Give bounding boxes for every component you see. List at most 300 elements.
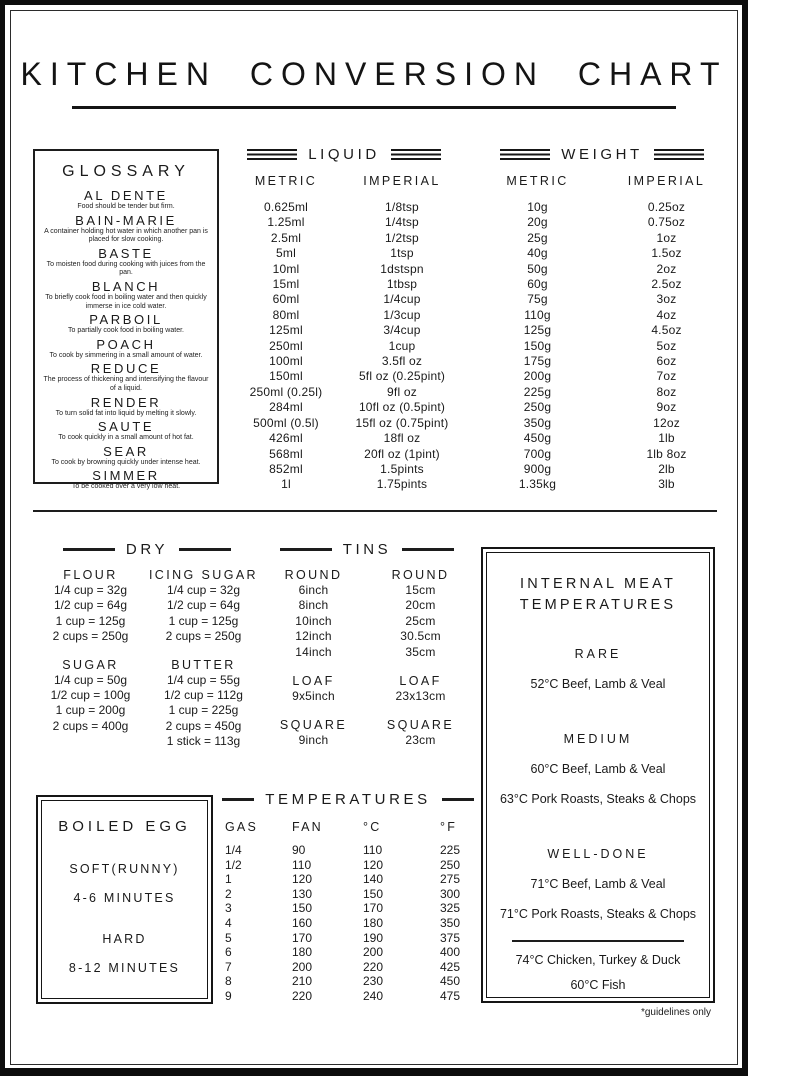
glossary-term: SIMMER xyxy=(92,468,160,484)
tins-groups xyxy=(260,567,474,749)
rule-icon xyxy=(63,548,115,550)
table-row xyxy=(222,843,474,858)
table-row xyxy=(228,462,460,477)
celsius-value: 200 xyxy=(363,945,384,960)
boiled-egg-entry xyxy=(42,862,207,905)
conversion-line: 1/2 cup = 100g xyxy=(50,688,131,703)
boiled-egg-inner xyxy=(41,800,208,999)
celsius-value: 110 xyxy=(363,843,383,857)
glossary-term: BLANCH xyxy=(91,278,161,294)
metric-value: 568ml xyxy=(269,446,303,461)
group-header: BUTTER xyxy=(171,657,236,672)
metric-value: 1.35kg xyxy=(518,477,557,492)
gas-mark-value: 6 xyxy=(225,945,232,960)
fahrenheit-value: 275 xyxy=(440,872,461,887)
metric-value: 1.25ml xyxy=(267,215,305,230)
weight-table xyxy=(473,200,731,493)
imperial-value: 8oz xyxy=(656,384,677,399)
conversion-line: 1/4 cup = 50g xyxy=(53,672,127,687)
table-row xyxy=(260,583,474,598)
fahrenheit-value: 350 xyxy=(440,915,461,930)
imperial-value: 1lb 8oz xyxy=(646,446,687,461)
imperial-value: 9oz xyxy=(656,400,677,415)
tins-group-headers xyxy=(260,673,474,689)
rule-icon xyxy=(402,548,454,550)
table-row xyxy=(473,416,731,431)
group-header: LOAF xyxy=(292,674,335,689)
glossary-entry xyxy=(40,468,212,492)
table-row xyxy=(473,200,731,215)
glossary-definition: To moisten food during cooking with juices from the pan. xyxy=(46,260,206,277)
cm-value: 15cm xyxy=(405,583,436,597)
table-row xyxy=(260,598,474,613)
metric-value: 250ml xyxy=(269,338,303,353)
section-divider-rule xyxy=(33,510,717,512)
imperial-value: 1/8tsp xyxy=(385,200,419,214)
conversion-line: 1 cup = 125g xyxy=(168,613,239,628)
rule-icon xyxy=(280,548,332,550)
celsius-value: 150 xyxy=(363,886,384,901)
oven-column-header: GAS xyxy=(225,820,258,834)
meat-temperature-line: 63°C Pork Roasts, Steaks & Chops xyxy=(499,792,697,806)
group-rows xyxy=(149,673,258,750)
conversion-line: 1/4 cup = 32g xyxy=(166,583,240,597)
imperial-value: 0.25oz xyxy=(647,200,686,214)
table-row xyxy=(222,858,474,873)
conversion-line: 2 cups = 450g xyxy=(165,718,242,733)
inch-value: 10inch xyxy=(295,613,332,628)
imperial-value: 7oz xyxy=(656,369,677,384)
metric-value: 200g xyxy=(523,369,552,384)
oven-temperatures-section xyxy=(222,791,474,1004)
glossary-entry xyxy=(40,419,212,443)
table-row xyxy=(473,354,731,369)
glossary-definition: To be cooked over a very low heat. xyxy=(71,483,181,491)
table-row xyxy=(222,901,474,916)
table-row xyxy=(473,246,731,261)
boiled-egg-box xyxy=(36,795,213,1004)
cm-value: 25cm xyxy=(405,613,436,628)
egg-doneness: SOFT(RUNNY) xyxy=(69,862,180,876)
table-row xyxy=(473,339,731,354)
weight-section xyxy=(473,146,731,493)
inch-value: 9inch xyxy=(298,733,329,748)
oven-column-headers xyxy=(222,820,474,834)
glossary-entry xyxy=(40,395,212,419)
dry-section xyxy=(36,541,258,750)
table-row xyxy=(228,431,460,446)
table-row xyxy=(473,477,731,492)
inch-value: 8inch xyxy=(298,598,329,613)
oven-column-header: FAN xyxy=(292,820,323,834)
celsius-value: 230 xyxy=(363,974,384,989)
fahrenheit-value: 325 xyxy=(440,901,461,916)
imperial-value: 1.5oz xyxy=(651,246,682,261)
imperial-value: 2.5oz xyxy=(651,277,682,292)
table-row xyxy=(473,308,731,323)
boiled-egg-entries xyxy=(42,862,207,975)
fan-value: 170 xyxy=(292,930,313,945)
page-header xyxy=(0,56,748,109)
fahrenheit-value: 300 xyxy=(440,886,461,901)
dry-section-header xyxy=(36,541,258,558)
glossary-term: SAUTE xyxy=(97,419,155,435)
rule-icon xyxy=(179,548,231,550)
table-row xyxy=(473,231,731,246)
glossary-title: GLOSSARY xyxy=(62,163,190,180)
fan-value: 130 xyxy=(292,886,313,901)
inch-value: 6inch xyxy=(298,583,329,597)
table-row xyxy=(228,277,460,292)
table-row xyxy=(222,916,474,931)
glossary-list xyxy=(40,188,212,492)
table-row xyxy=(222,960,474,975)
fan-value: 210 xyxy=(292,974,313,989)
glossary-entry xyxy=(40,279,212,311)
imperial-value: 6oz xyxy=(656,354,677,369)
celsius-value: 240 xyxy=(363,988,384,1003)
meat-temperatures-box xyxy=(481,547,715,1003)
doneness-header-rare: RARE xyxy=(574,647,622,661)
table-row xyxy=(228,231,460,246)
table-row xyxy=(260,629,474,644)
fan-value: 110 xyxy=(292,857,312,872)
cm-value: 30.5cm xyxy=(400,629,441,644)
glossary-definition: The process of thickening and intensifying the flavour of a liquid. xyxy=(43,376,209,392)
oven-column-header: °C xyxy=(363,820,382,834)
metric-value: 15ml xyxy=(272,277,300,292)
metric-value: 426ml xyxy=(269,431,303,446)
inch-value: 9x5inch xyxy=(292,689,335,704)
table-row xyxy=(473,323,731,338)
metric-value: 225g xyxy=(523,384,552,399)
table-row xyxy=(228,323,460,338)
imperial-value: 1/3cup xyxy=(383,307,421,322)
metric-value: 350g xyxy=(523,415,552,430)
imperial-value: 1tbsp xyxy=(386,277,418,292)
conversion-line: 1 cup = 200g xyxy=(55,703,126,718)
table-row xyxy=(260,733,474,748)
cm-value: 35cm xyxy=(405,644,436,659)
metric-value: 150ml xyxy=(269,369,303,384)
title-underline xyxy=(72,106,676,109)
table-row xyxy=(222,989,474,1004)
liquid-column-headers xyxy=(228,174,460,188)
metric-value: 40g xyxy=(527,246,548,261)
table-row xyxy=(260,645,474,660)
fan-value: 90 xyxy=(292,843,306,857)
table-row xyxy=(222,974,474,989)
fahrenheit-value: 475 xyxy=(440,988,461,1003)
group-rows xyxy=(260,689,474,704)
table-row xyxy=(473,369,731,384)
weight-column-headers xyxy=(473,174,731,188)
fahrenheit-value: 375 xyxy=(440,930,461,945)
metric-value: 60ml xyxy=(272,292,300,307)
table-row xyxy=(228,400,460,415)
conversion-line: 1 cup = 225g xyxy=(168,703,239,718)
metric-value: 50g xyxy=(527,261,548,276)
metric-value: 700g xyxy=(523,446,552,461)
imperial-value: 1tsp xyxy=(390,246,414,261)
dry-group-butter xyxy=(149,657,258,750)
table-row xyxy=(473,462,731,477)
metric-value: 150g xyxy=(523,338,552,353)
fan-value: 120 xyxy=(292,872,313,887)
weight-title: WEIGHT xyxy=(561,146,643,163)
gas-mark-value: 1/4 xyxy=(225,843,242,857)
group-header: SQUARE xyxy=(386,718,455,733)
celsius-value: 190 xyxy=(363,930,384,945)
imperial-column-header: IMPERIAL xyxy=(627,174,706,188)
imperial-value: 5fl oz (0.25pint) xyxy=(358,369,446,384)
gas-mark-value: 1 xyxy=(225,872,232,887)
dry-groups xyxy=(36,567,258,750)
fahrenheit-value: 425 xyxy=(440,959,461,974)
table-row xyxy=(228,354,460,369)
group-header: ROUND xyxy=(284,568,343,582)
dry-group-flour xyxy=(36,567,145,645)
metric-column-header: METRIC xyxy=(506,174,569,188)
imperial-value: 10fl oz (0.5pint) xyxy=(358,400,446,415)
triple-rule-icon xyxy=(391,149,441,160)
group-header: ROUND xyxy=(391,568,450,582)
table-row xyxy=(228,308,460,323)
meat-temperature-line: 60°C Fish xyxy=(570,978,626,993)
group-header: FLOUR xyxy=(63,568,118,582)
glossary-term: REDUCE xyxy=(90,361,162,377)
imperial-value: 5oz xyxy=(656,338,677,353)
table-row xyxy=(228,200,460,215)
oven-table xyxy=(222,843,474,1004)
conversion-line: 1/2 cup = 64g xyxy=(53,598,127,613)
egg-time: 8-12 MINUTES xyxy=(68,961,181,975)
gas-mark-value: 8 xyxy=(225,974,232,989)
glossary-definition: To briefly cook food in boiling water and then quickly immerse in ice cold water. xyxy=(45,293,207,310)
conversion-line: 2 cups = 250g xyxy=(165,629,242,644)
imperial-value: 3/4cup xyxy=(383,323,421,338)
imperial-value: 1/2tsp xyxy=(385,230,419,245)
rule-icon xyxy=(442,798,474,800)
gas-mark-value: 9 xyxy=(225,988,232,1003)
tins-group-round xyxy=(260,567,474,660)
celsius-value: 120 xyxy=(363,857,384,872)
metric-column-header: METRIC xyxy=(254,174,318,188)
group-rows xyxy=(260,733,474,748)
boiled-egg-entry xyxy=(42,932,207,975)
glossary-entry xyxy=(40,312,212,336)
celsius-value: 170 xyxy=(363,901,384,916)
doneness-header-well-done: WELL-DONE xyxy=(547,847,649,861)
fan-value: 200 xyxy=(292,959,313,974)
table-row xyxy=(228,339,460,354)
conversion-line: 2 cups = 400g xyxy=(52,718,129,733)
table-row xyxy=(222,887,474,902)
liquid-table xyxy=(228,200,460,493)
glossary-term: RENDER xyxy=(90,394,162,410)
table-row xyxy=(228,477,460,492)
guidelines-note: *guidelines only xyxy=(640,1007,711,1018)
glossary-entry xyxy=(40,361,212,393)
glossary-definition: To cook by browning quickly under intense heat. xyxy=(51,458,201,466)
metric-value: 1l xyxy=(281,477,291,492)
imperial-column-header: IMPERIAL xyxy=(363,174,441,188)
glossary-term: AL DENTE xyxy=(84,188,168,203)
dry-group-icing-sugar xyxy=(149,567,258,645)
boiled-egg-title: BOILED EGG xyxy=(58,818,191,835)
glossary-entry xyxy=(40,246,212,278)
group-rows xyxy=(36,673,145,735)
metric-value: 25g xyxy=(527,230,548,245)
oven-section-header xyxy=(222,791,474,808)
gas-mark-value: 1/2 xyxy=(225,857,242,872)
imperial-value: 3lb xyxy=(658,477,675,492)
group-header: SUGAR xyxy=(62,657,119,672)
triple-rule-icon xyxy=(654,149,704,160)
liquid-title: LIQUID xyxy=(308,146,380,163)
glossary-definition: A container holding hot water in which another pan is placed for slow cooking. xyxy=(44,227,208,244)
table-row xyxy=(473,292,731,307)
glossary-entry xyxy=(40,188,212,212)
glossary-box xyxy=(33,149,219,491)
weight-section-header xyxy=(473,146,731,163)
glossary-definition: To cook by simmering in a small amount of water. xyxy=(49,351,203,359)
metric-value: 284ml xyxy=(269,400,303,415)
group-header: SQUARE xyxy=(279,718,348,733)
imperial-value: 1dstspn xyxy=(380,261,424,276)
egg-time: 4-6 MINUTES xyxy=(73,891,176,905)
imperial-value: 1/4cup xyxy=(383,292,421,307)
table-row xyxy=(260,614,474,629)
metric-value: 2.5ml xyxy=(270,230,302,245)
metric-value: 110g xyxy=(524,307,551,322)
imperial-value: 3.5fl oz xyxy=(381,354,423,369)
tins-title: TINS xyxy=(342,541,392,558)
table-row xyxy=(228,369,460,384)
glossary-entry xyxy=(40,213,212,245)
glossary-term: POACH xyxy=(96,336,156,352)
conversion-line: 1/2 cup = 112g xyxy=(164,688,243,703)
metric-value: 125ml xyxy=(269,323,303,338)
metric-value: 20g xyxy=(527,215,548,230)
inch-value: 14inch xyxy=(295,644,332,659)
metric-value: 80ml xyxy=(272,307,300,322)
metric-value: 852ml xyxy=(269,461,303,476)
table-row xyxy=(473,385,731,400)
meat-footer-lines xyxy=(487,953,709,992)
meat-temperature-line: 74°C Chicken, Turkey & Duck xyxy=(515,953,681,968)
fahrenheit-value: 400 xyxy=(440,945,461,960)
imperial-value: 20fl oz (1pint) xyxy=(364,446,440,461)
table-row xyxy=(222,945,474,960)
fan-value: 180 xyxy=(292,945,313,960)
metric-value: 100ml xyxy=(269,354,303,369)
table-row xyxy=(222,872,474,887)
table-row xyxy=(222,931,474,946)
meat-temperatures-title xyxy=(487,553,709,616)
glossary-entry xyxy=(40,444,212,468)
table-row xyxy=(228,292,460,307)
table-row xyxy=(228,447,460,462)
imperial-value: 18fl oz xyxy=(383,431,421,446)
table-row xyxy=(473,431,731,446)
metric-value: 250ml (0.25l) xyxy=(249,384,323,399)
oven-column-header: °F xyxy=(440,820,458,834)
rule-icon xyxy=(222,798,254,800)
dry-group-sugar xyxy=(36,657,145,750)
doneness-lines xyxy=(487,877,709,921)
meat-title-line1: INTERNAL MEAT xyxy=(520,576,676,592)
imperial-value: 4.5oz xyxy=(651,323,682,338)
meat-temperature-line: 71°C Beef, Lamb & Veal xyxy=(530,877,666,891)
glossary-term: PARBOIL xyxy=(89,312,163,328)
fahrenheit-value: 250 xyxy=(440,857,461,872)
imperial-value: 2oz xyxy=(656,261,677,276)
metric-value: 75g xyxy=(527,292,548,307)
gas-mark-value: 7 xyxy=(225,959,232,974)
group-header: ICING SUGAR xyxy=(148,568,258,582)
metric-value: 125g xyxy=(523,323,552,338)
glossary-definition: Food should be tender but firm. xyxy=(77,203,175,210)
imperial-value: 9fl oz xyxy=(387,384,417,399)
glossary-term: BASTE xyxy=(98,245,154,261)
group-rows xyxy=(36,583,145,645)
doneness-lines xyxy=(487,762,709,806)
tins-group-headers xyxy=(260,567,474,583)
cm-value: 20cm xyxy=(405,598,436,613)
imperial-value: 1.75pints xyxy=(376,477,428,492)
triple-rule-icon xyxy=(247,149,297,160)
conversion-line: 1 cup = 125g xyxy=(55,613,126,628)
cm-value: 23cm xyxy=(405,733,436,748)
metric-value: 10ml xyxy=(272,261,300,276)
doneness-header-medium: MEDIUM xyxy=(563,732,633,746)
dry-title: DRY xyxy=(125,541,169,558)
conversion-line: 1 stick = 113g xyxy=(166,734,241,749)
conversion-line: 1/4 cup = 55g xyxy=(166,672,240,687)
conversion-line: 1/4 cup = 32g xyxy=(53,583,127,597)
imperial-value: 2lb xyxy=(658,461,675,476)
gas-mark-value: 5 xyxy=(225,930,232,945)
table-row xyxy=(473,262,731,277)
imperial-value: 0.75oz xyxy=(647,215,686,230)
glossary-term: SEAR xyxy=(103,443,149,459)
tins-section xyxy=(260,541,474,749)
table-row xyxy=(228,246,460,261)
celsius-value: 180 xyxy=(363,915,384,930)
table-row xyxy=(228,215,460,230)
metric-value: 5ml xyxy=(276,246,296,261)
imperial-value: 12oz xyxy=(653,415,680,430)
glossary-term: BAIN-MARIE xyxy=(75,212,177,228)
liquid-section-header xyxy=(228,146,460,163)
metric-value: 60g xyxy=(527,277,548,292)
group-rows xyxy=(260,583,474,660)
celsius-value: 220 xyxy=(363,959,384,974)
fan-value: 150 xyxy=(292,901,313,916)
fan-value: 160 xyxy=(292,915,313,930)
tins-section-header xyxy=(260,541,474,558)
triple-rule-icon xyxy=(500,149,550,160)
imperial-value: 1cup xyxy=(388,338,416,353)
metric-value: 10g xyxy=(527,200,548,214)
page-title: KITCHEN CONVERSION CHART xyxy=(20,56,728,92)
imperial-value: 1/4tsp xyxy=(385,215,419,230)
imperial-value: 1oz xyxy=(656,230,677,245)
table-row xyxy=(473,447,731,462)
doneness-lines xyxy=(487,677,709,691)
glossary-entry xyxy=(40,337,212,361)
